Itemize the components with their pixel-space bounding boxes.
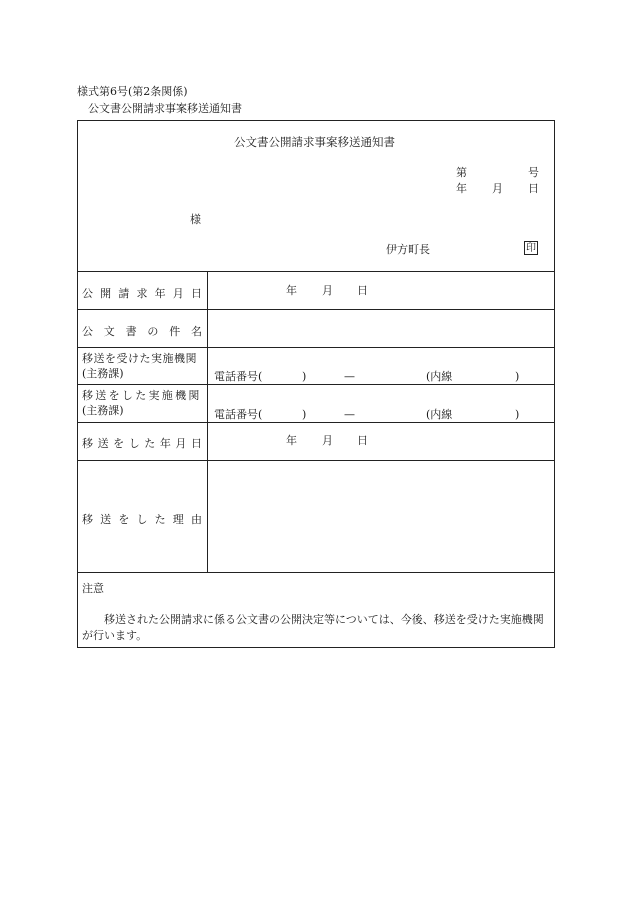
- sending-ext-close: ): [515, 408, 520, 421]
- sending-tel-label: 電話番号(: [214, 408, 263, 421]
- label-request-date: 公 開 請 求 年 月 日: [82, 287, 202, 300]
- row-divider: [77, 347, 555, 348]
- row-divider: [77, 422, 555, 423]
- note-heading: 注意: [82, 582, 104, 595]
- label-receiving-agency: 移送を受けた実施機関: [82, 352, 197, 365]
- row-divider: [77, 572, 555, 573]
- transfer-date-tsuki: 月: [322, 434, 333, 447]
- sender-name: 伊方町長: [386, 243, 430, 256]
- seal-stamp: [524, 241, 538, 255]
- receiving-ext-label: (内線: [426, 370, 453, 383]
- number-go: 号: [528, 166, 539, 179]
- receiving-tel-close: ): [302, 370, 307, 383]
- receiving-tel-label: 電話番号(: [214, 370, 263, 383]
- date-nen: 年: [456, 182, 467, 195]
- addressee-sama: 様: [190, 213, 201, 226]
- form-number: 様式第6号(第2条関係): [77, 85, 188, 98]
- date-hi: 日: [528, 182, 539, 195]
- transfer-date-nen: 年: [286, 434, 297, 447]
- row-divider: [77, 384, 555, 385]
- label-sending-agency-sub: (主務課): [82, 404, 124, 417]
- label-transfer-reason: 移 送 を し た 理 由: [82, 513, 202, 526]
- label-transfer-date: 移 送 を し た 年 月 日: [82, 437, 202, 450]
- request-date-nen: 年: [286, 284, 297, 297]
- date-tsuki: 月: [492, 182, 503, 195]
- note-body: 移送された公開請求に係る公文書の公開決定等については、今後、移送を受けた実施機関が行います。: [82, 613, 544, 642]
- notice-title: 公文書公開請求事案移送通知書: [234, 135, 395, 149]
- number-dai: 第: [456, 166, 467, 179]
- row-divider: [77, 460, 555, 461]
- sending-tel-dash: —: [344, 408, 355, 421]
- label-document-subject: 公 文 書 の 件 名: [82, 325, 202, 338]
- label-receiving-agency-sub: (主務課): [82, 367, 124, 380]
- row-divider: [77, 309, 555, 310]
- label-sending-agency: 移送をした実施機関: [82, 389, 202, 402]
- form-title: 公文書公開請求事案移送通知書: [88, 102, 242, 115]
- row-divider: [77, 271, 555, 272]
- receiving-tel-dash: —: [344, 370, 355, 383]
- sending-tel-close: ): [302, 408, 307, 421]
- transfer-date-hi: 日: [357, 434, 368, 447]
- column-divider: [207, 271, 208, 572]
- seal-label: 印: [526, 243, 536, 254]
- request-date-hi: 日: [357, 284, 368, 297]
- receiving-ext-close: ): [515, 370, 520, 383]
- sending-ext-label: (内線: [426, 408, 453, 421]
- request-date-tsuki: 月: [322, 284, 333, 297]
